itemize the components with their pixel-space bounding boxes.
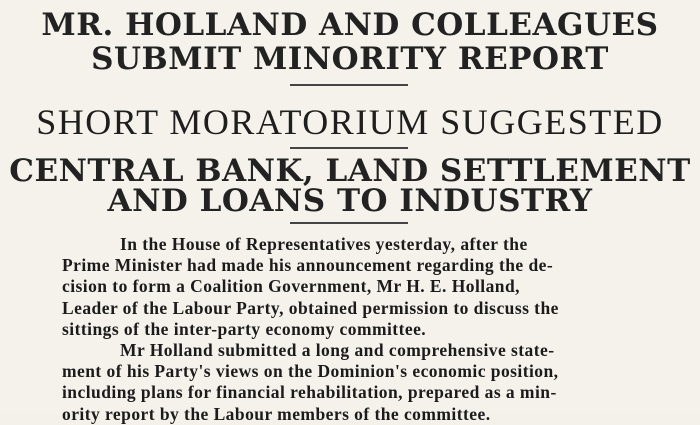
paragraph-1-line: cision to form a Coalition Government, Mr H. E. Holland, [62, 276, 520, 297]
headline-tertiary-line-1: CENTRAL BANK, LAND SETTLEMENT [9, 153, 691, 189]
paragraph-1-line: Leader of the Labour Party, obtained permission to discuss the [62, 297, 559, 318]
paragraph-2-line: Mr Holland submitted a long and comprehensive state- [120, 339, 555, 360]
headline-main-line-2: SUBMIT MINORITY REPORT [91, 41, 609, 77]
paragraph-1-line: In the House of Representatives yesterday, after the [120, 234, 528, 254]
article-body [62, 234, 617, 425]
paragraph-2-line: ment of his Party's views on the Dominion's economic position, [62, 361, 559, 382]
divider-rule-3 [290, 222, 408, 224]
paragraph-1-line: Prime Minister had made his announcement regarding the de- [62, 255, 554, 276]
paragraph-2-line: including plans for financial rehabilitation, prepared as a min- [62, 382, 557, 403]
divider-rule-1 [290, 84, 408, 86]
divider-rule-2 [290, 147, 408, 149]
headline-secondary: SHORT MORATORIUM SUGGESTED [36, 102, 664, 142]
headline-main-line-1: MR. HOLLAND AND COLLEAGUES [41, 7, 659, 43]
paragraph-1-line: sittings of the inter-party economy committee. [62, 318, 427, 339]
paragraph-2-line: ority report by the Labour members of the committee. [62, 403, 491, 424]
headline-tertiary-line-2: AND LOANS TO INDUSTRY [107, 183, 593, 219]
